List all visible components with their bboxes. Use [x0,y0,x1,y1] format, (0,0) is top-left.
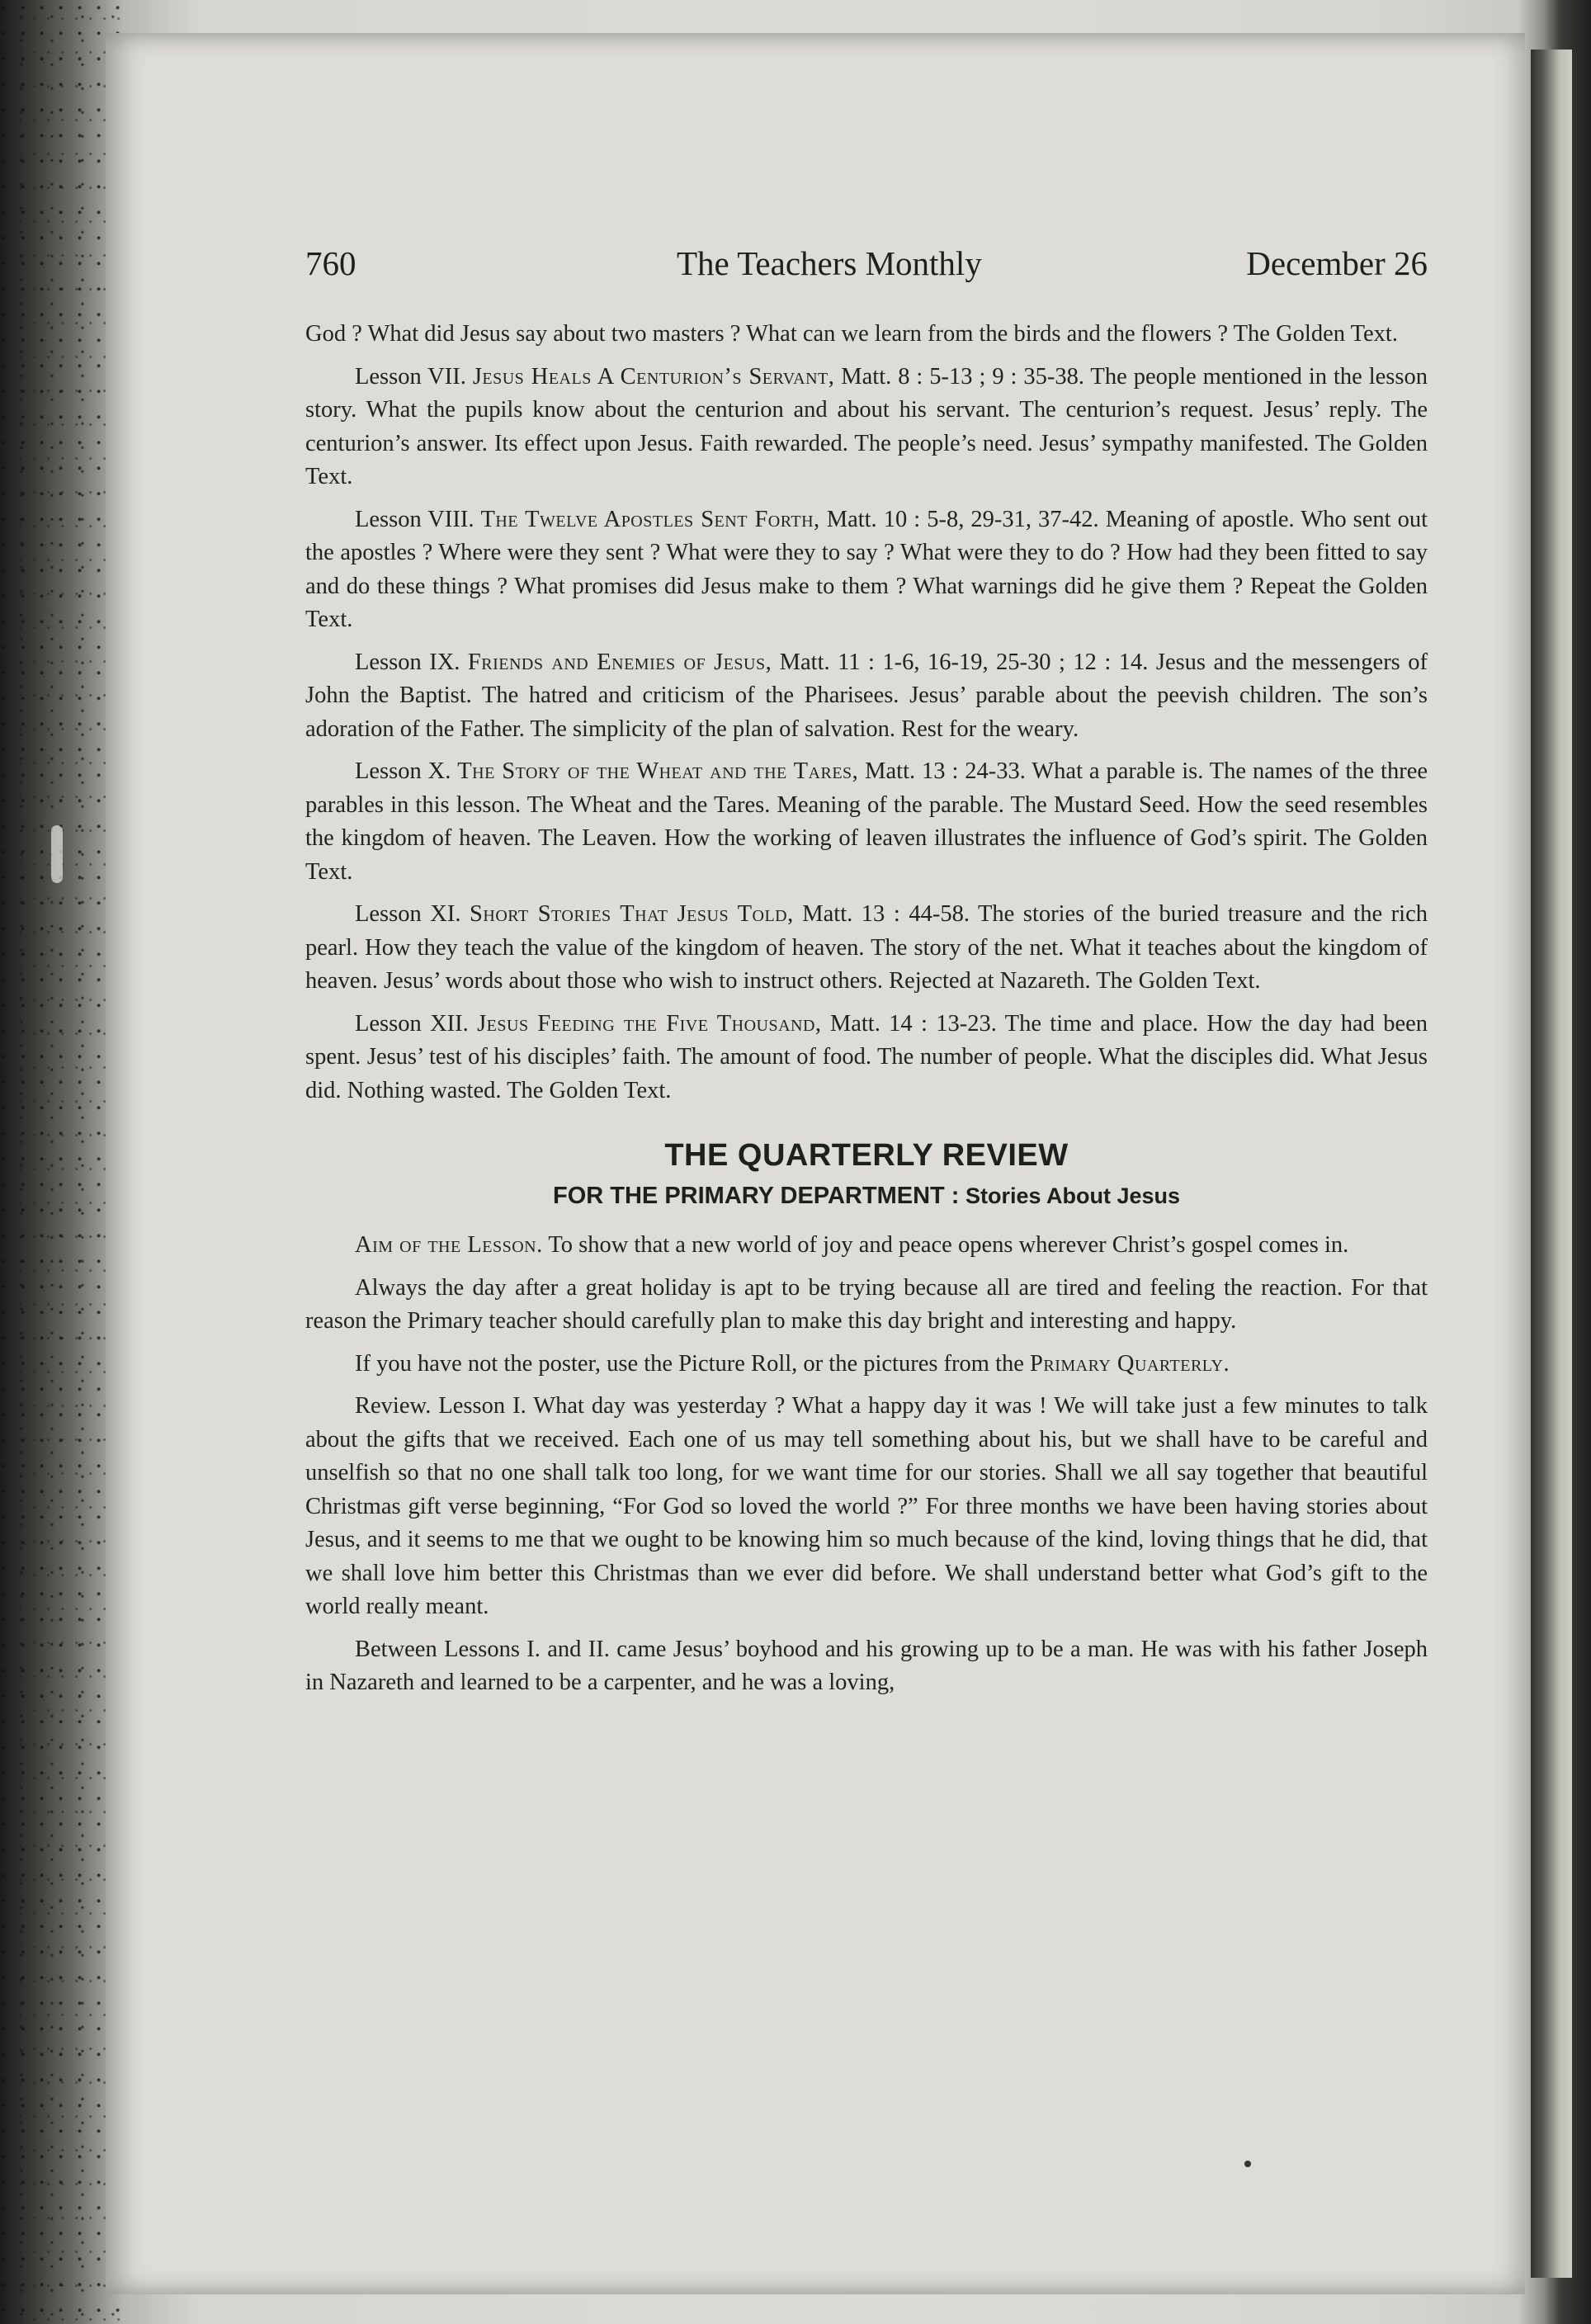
department-label: FOR THE PRIMARY DEPARTMENT : [552,1182,960,1209]
section-subheading [305,1179,1428,1213]
lesson-text: Matt. 13 : 44-58. The stories of the buried treasure and the rich pearl. How they teach the value of the kingdom of heaven. The story of the net. What it teaches about the kingdom of heaven. Jesus’ words about those who wish to instruct others. Rejected at Nazareth. The Golden Text. [305,901,1428,994]
paragraph-text: God ? What did Jesus say about two masters ? What can we learn from the birds and the flowers ? The Golden Text. [305,321,1398,347]
lesson-text: Matt. 11 : 1-6, 16-19, 25-30 ; 12 : 14. Jesus and the messengers of John the Baptist. The hatred and criticism of the Pharisees. Jesus’ parable about the peevish children. The son’s adoration of the Father. The simplicity of the plan of salvation. Rest for the weary. [305,649,1428,742]
lesson-text: Matt. 13 : 24-33. What a parable is. The names of the three parables in this lesson. The Wheat and the Tares. Meaning of the parable. The Mustard Seed. How the seed resembles the kingdom of heaven. The Leaven. How the working of leaven illustrates the influence of God’s spirit. The Golden Text. [305,758,1428,885]
lesson-paragraph [305,503,1428,637]
lesson-paragraph [305,1008,1428,1108]
lesson-text: Matt. 8 : 5-13 ; 9 : 35-38. The people mentioned in the lesson story. What the pupils know about the centurion and about his servant. The centurion’s request. Jesus’ reply. The centurion’s answer. Its effect upon Jesus. Faith rewarded. The people’s need. Jesus’ sympathy manifested. The Golden Text. [305,363,1428,489]
journal-title: The Teachers Monthly [677,244,982,282]
lesson-title: Short Stories That Jesus Told, [470,901,794,927]
lesson-label: Lesson XI. [355,901,470,927]
lesson-paragraph [305,646,1428,747]
lesson-label: Lesson VII. [355,363,473,390]
paragraph [305,1272,1428,1339]
paragraph [305,318,1428,352]
aim-label: Aim of the Lesson. [355,1232,543,1258]
paragraph [305,1633,1428,1700]
lesson-paragraph [305,898,1428,999]
paragraph-text: Review. Lesson I. What day was yesterday ? What a happy day it was ! We will take just a few minutes to talk about the gifts that we received. Each one of us may tell something about his, but we shall have to be careful and unselfish so that no one shall talk too long, for we want time for our stories. Shall we all say together that beautiful Christmas gift verse beginning, “For God so loved the world ?” For three months we have been having stories about Jesus, and it seems to me that we ought to be knowing him so much because of the kind, loving things that he did, that we shall love him better this Christmas than we ever did before. We shall understand better what God’s gift to the world really meant. [305,1393,1428,1619]
lesson-paragraph [305,755,1428,889]
page-body [305,318,1428,1709]
aim-text: To show that a new world of joy and peace opens wherever Christ’s gospel comes in. [542,1232,1349,1258]
lesson-label: Lesson IX. [355,649,468,675]
subheading-topic: Stories About Jesus [959,1183,1181,1208]
quarterly-reference: Primary Quarterly [1030,1350,1224,1377]
lesson-title: Jesus Feeding the Five Thousand, [477,1010,822,1037]
paragraph-text: If you have not the poster, use the Picture Roll, or the pictures from the [355,1350,1031,1377]
lesson-paragraph [305,361,1428,494]
clip-mark [51,825,63,883]
lesson-title: Jesus Heals A Centurion’s Servant, [472,363,835,390]
aim-paragraph [305,1229,1428,1263]
paragraph-text: Between Lessons I. and II. came Jesus’ boyhood and his growing up to be a man. He was with his father Joseph in Nazareth and learned to be a carpenter, and he was a loving, [305,1636,1428,1695]
page-number: 760 [305,244,356,282]
lesson-label: Lesson X. [355,758,458,784]
section-heading: THE QUARTERLY REVIEW [664,1138,1069,1173]
facing-page-edge [1531,50,1572,2278]
lesson-title: The Twelve Apostles Sent Forth, [480,506,820,532]
running-head [305,243,1428,285]
lesson-label: Lesson XII. [355,1010,478,1037]
issue-date: December 26 [1246,244,1428,282]
paragraph [305,1348,1428,1382]
paragraph [305,1390,1428,1624]
lesson-text: Matt. 14 : 13-23. The time and place. How the day had been spent. Jesus’ test of his disciples’ faith. The amount of food. The number of people. What the disciples did. What Jesus did. Nothing wasted. The Golden Text. [305,1010,1428,1103]
paragraph-text: . [1223,1350,1230,1377]
ink-speck [1244,2161,1251,2167]
lesson-title: Friends and Enemies of Jesus, [467,649,772,675]
paragraph-text: Always the day after a great holiday is apt to be trying because all are tired and feeling the reaction. For that reason the Primary teacher should carefully plan to make this day bright and interesting and happy. [305,1274,1428,1334]
lesson-title: The Story of the Wheat and the Tares, [457,758,859,784]
lesson-label: Lesson VIII. [355,506,481,532]
lesson-text: Matt. 10 : 5-8, 29-31, 37-42. Meaning of apostle. Who sent out the apostles ? Where were they sent ? What were they to say ? What were they to do ? How had they been fitted to say and do these things ? What promises did Jesus make to them ? What warnings did he give them ? Repeat the Golden Text. [305,506,1428,632]
